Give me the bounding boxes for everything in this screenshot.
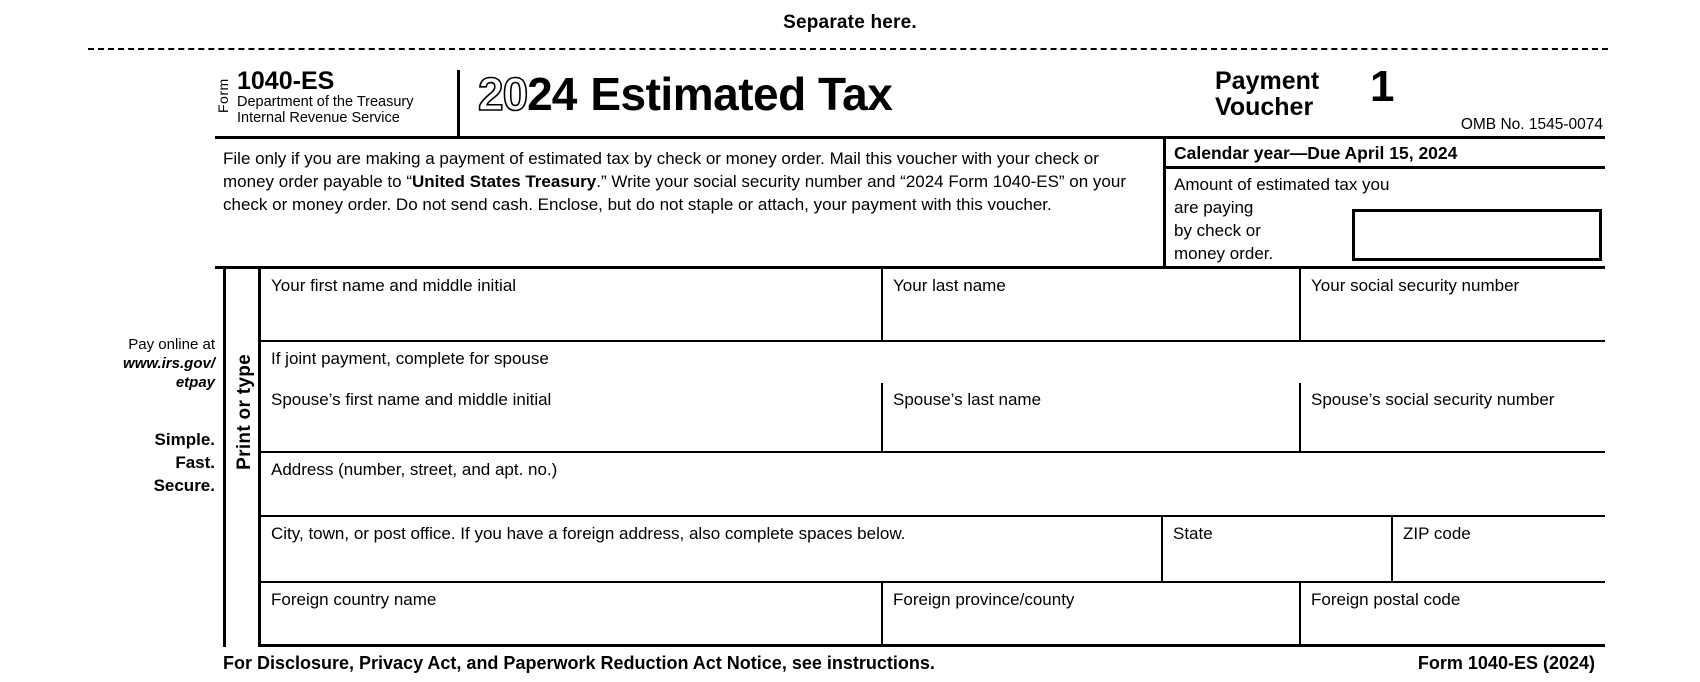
voucher-number: 1 [1370, 62, 1395, 111]
field-spouse-first-name[interactable]: Spouse’s first name and middle initial [271, 390, 552, 409]
instructions-and-amount-band [215, 139, 1605, 266]
field-spouse-ssn[interactable]: Spouse’s social security number [1299, 383, 1605, 451]
instructions-text-part2: .” Write your social security number and “2024 Form 1040-ES” on your check or money order. Do not send cash. Enclose, but do not staple or attach, your payment with this voucher. [223, 172, 1126, 214]
amount-entry-area [1166, 169, 1605, 266]
amount-label-line3: money order. [1174, 244, 1274, 263]
field-your-ssn[interactable]: Your social security number [1299, 269, 1605, 340]
voucher-title: Estimated Tax [590, 68, 893, 120]
form-identification-block [215, 67, 460, 136]
voucher-number-block [1185, 62, 1605, 136]
amount-label-line2: by check or [1174, 221, 1261, 240]
year-suffix: 24 [527, 68, 577, 120]
benefit-secure: Secure. [153, 476, 215, 495]
taxpayer-fields [261, 269, 1605, 647]
pay-online-url-line1: www.irs.gov/ [123, 355, 215, 372]
field-state[interactable]: State [1161, 517, 1391, 581]
voucher-title-block [460, 70, 1185, 136]
pay-online-line1: Pay online at [128, 336, 215, 353]
pay-online-block [110, 335, 215, 392]
row-address [261, 453, 1605, 517]
taxpayer-information-grid [215, 266, 1605, 647]
pay-online-benefits [110, 428, 215, 497]
benefit-fast: Fast. [175, 453, 215, 472]
disclosure-notice: For Disclosure, Privacy Act, and Paperwork Reduction Act Notice, see instructions. [223, 653, 935, 673]
voucher-footer [215, 653, 1605, 674]
separate-here-dashed-line [88, 48, 1608, 50]
form-vertical-label: Form [215, 78, 231, 114]
treasury-payee: United States Treasury [412, 172, 597, 191]
department-line-2: Internal Revenue Service [237, 110, 400, 126]
row-joint-note [261, 342, 1605, 383]
pay-online-url-line2: etpay [175, 374, 215, 391]
field-address[interactable]: Address (number, street, and apt. no.) [271, 460, 558, 479]
joint-payment-note: If joint payment, complete for spouse [271, 349, 549, 368]
field-your-last-name[interactable]: Your last name [881, 269, 1299, 340]
field-foreign-country[interactable]: Foreign country name [271, 590, 437, 609]
field-zip-code[interactable]: ZIP code [1391, 517, 1605, 581]
filing-instructions [215, 139, 1163, 266]
calendar-year-due-date: Calendar year—Due April 15, 2024 [1166, 139, 1605, 169]
separate-here-label: Separate here. [783, 12, 917, 33]
row-city-state-zip [261, 517, 1605, 583]
amount-input-box[interactable] [1352, 209, 1602, 261]
field-city[interactable]: City, town, or post office. If you have a foreign address, also complete spaces below. [271, 524, 906, 543]
payment-voucher [215, 62, 1605, 674]
form-number: 1040-ES [237, 67, 335, 95]
omb-number: OMB No. 1545-0074 [1460, 116, 1603, 133]
payment-voucher-label-line1: Payment [1215, 67, 1320, 95]
form-id-footer: Form 1040-ES (2024) [1417, 653, 1595, 673]
row-your-name [261, 269, 1605, 342]
amount-label-line1: Amount of estimated tax you are paying [1174, 175, 1390, 217]
instructions-text-part1: File only if you are making a payment of estimated tax by check or money order. Mail this voucher with your check or money order payable to “ [223, 149, 1099, 191]
print-or-type-band [223, 269, 261, 647]
benefit-simple: Simple. [154, 430, 215, 449]
year-prefix: 20 [478, 68, 528, 120]
row-spouse-name [261, 383, 1605, 453]
print-or-type-label: Print or type [234, 354, 255, 470]
amount-panel [1163, 139, 1605, 266]
payment-voucher-label-line2: Voucher [1215, 93, 1314, 121]
row-foreign-address [261, 583, 1605, 647]
payment-voucher-label [1215, 68, 1319, 120]
field-your-first-name[interactable]: Your first name and middle initial [271, 276, 517, 295]
field-foreign-postal-code[interactable]: Foreign postal code [1299, 583, 1605, 644]
department-line-1: Department of the Treasury [237, 94, 414, 110]
field-spouse-last-name[interactable]: Spouse’s last name [881, 383, 1299, 451]
field-foreign-province[interactable]: Foreign province/county [881, 583, 1299, 644]
voucher-header [215, 62, 1605, 136]
